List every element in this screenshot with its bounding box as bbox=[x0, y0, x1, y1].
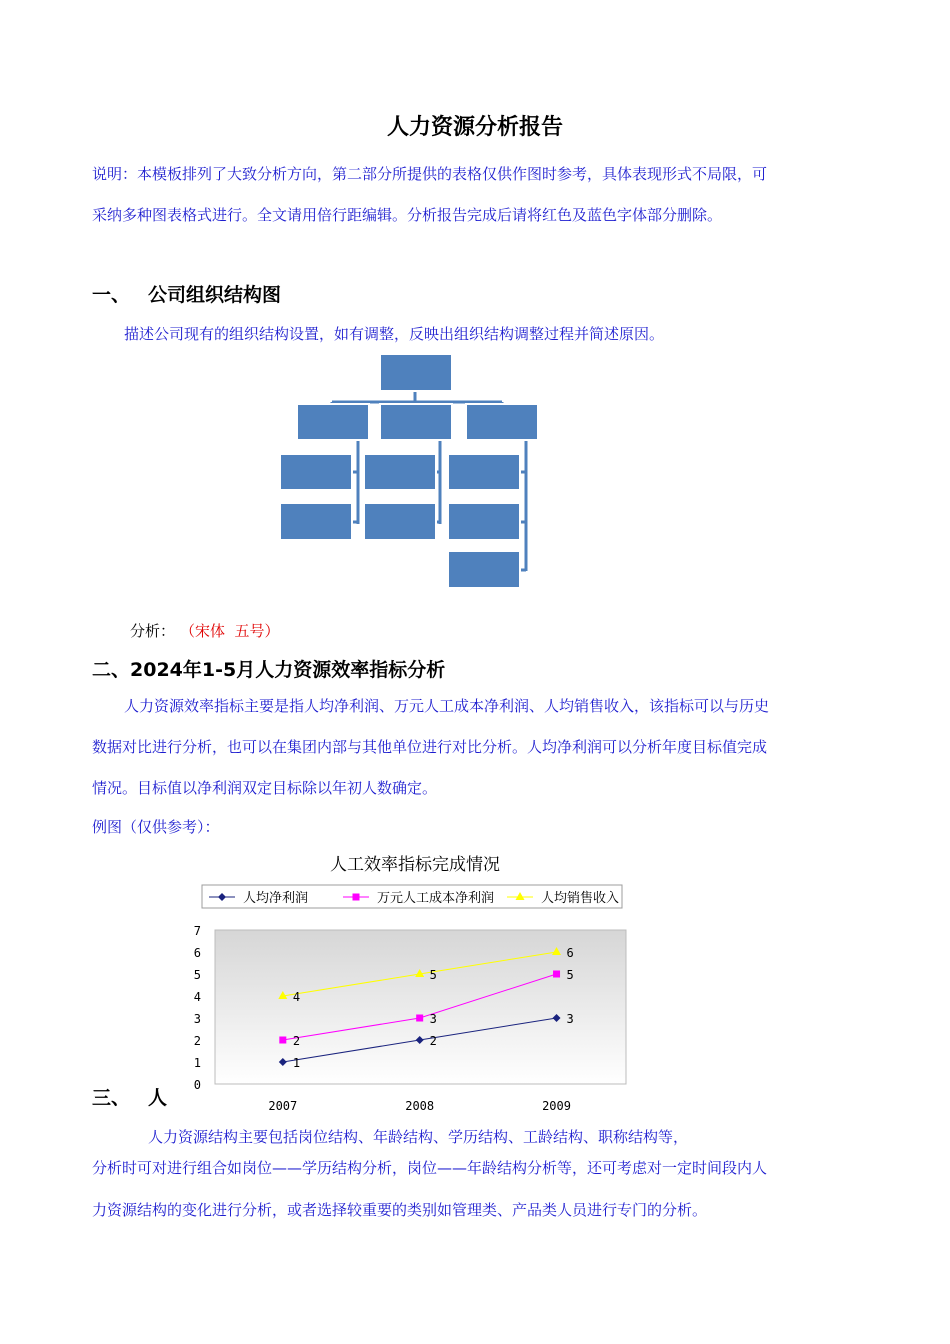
efficiency-chart bbox=[185, 848, 645, 1123]
efficiency-chart-svg bbox=[185, 848, 645, 1123]
data-label: 2 bbox=[429, 1034, 437, 1048]
section3-para-line-1: 人力资源结构主要包括岗位结构、年龄结构、学历结构、工龄结构、职称结构等， bbox=[148, 1128, 689, 1146]
section3-title: 人 bbox=[148, 1087, 168, 1109]
data-label: 5 bbox=[429, 968, 437, 982]
y-tick-label: 4 bbox=[193, 990, 201, 1004]
data-label: 5 bbox=[566, 968, 574, 982]
example-label: 例图（仅供参考）： bbox=[92, 818, 220, 836]
section1-desc: 描述公司现有的组织结构设置，如有调整，反映出组织结构调整过程并简述原因。 bbox=[124, 325, 665, 343]
data-label: 6 bbox=[566, 946, 574, 960]
org-box-level2-1 bbox=[297, 404, 369, 440]
y-tick-label: 3 bbox=[193, 1012, 201, 1026]
org-box-level2-2 bbox=[380, 404, 452, 440]
data-label: 2 bbox=[292, 1034, 301, 1048]
section1-title: 公司组织结构图 bbox=[148, 284, 282, 306]
y-tick-label: 5 bbox=[193, 968, 201, 982]
section2-heading: 二、2024年1-5月人力资源效率指标分析 bbox=[92, 659, 446, 681]
x-tick-label: 2009 bbox=[542, 1099, 571, 1113]
y-tick-label: 1 bbox=[193, 1056, 201, 1070]
section3-number: 三、 bbox=[92, 1087, 131, 1109]
org-box-level3-2a bbox=[364, 454, 436, 490]
data-label: 1 bbox=[292, 1056, 301, 1070]
org-box-level3-2b bbox=[364, 503, 436, 540]
page-title: 人力资源分析报告 bbox=[386, 115, 563, 140]
x-tick-label: 2008 bbox=[405, 1099, 435, 1113]
org-box-top bbox=[380, 354, 452, 391]
legend-label: 人均净利润 bbox=[243, 891, 309, 906]
org-box-level3-3b bbox=[448, 503, 520, 540]
analysis-label: 分析： bbox=[130, 622, 176, 640]
data-point bbox=[416, 1015, 423, 1022]
section2-para-line-2: 数据对比进行分析，也可以在集团内部与其他单位进行对比分析。人均净利润可以分析年度目标值完成 bbox=[92, 738, 768, 756]
org-chart bbox=[270, 346, 550, 596]
data-label: 3 bbox=[566, 1012, 574, 1026]
section3-para-line-3: 力资源结构的变化进行分析，或者选择较重要的类别如管理类、产品类人员进行专门的分析。 bbox=[92, 1201, 708, 1219]
org-chart-svg bbox=[270, 346, 550, 596]
y-tick-label: 7 bbox=[193, 924, 201, 938]
y-tick-label: 0 bbox=[193, 1078, 201, 1092]
org-box-level3-3a bbox=[448, 454, 520, 490]
chart-title: 人工效率指标完成情况 bbox=[330, 855, 500, 875]
org-box-level3-3c bbox=[448, 551, 520, 588]
y-tick-label: 2 bbox=[193, 1034, 201, 1048]
y-tick-label: 6 bbox=[193, 946, 201, 960]
section3-para-line-2: 分析时可对进行组合如岗位——学历结构分析，岗位——年龄结构分析等，还可考虑对一定时间段内人 bbox=[92, 1159, 768, 1177]
chart-plot-area bbox=[215, 930, 626, 1084]
section2-para-line-3: 情况。目标值以净利润双定目标除以年初人数确定。 bbox=[92, 779, 438, 797]
data-point bbox=[279, 1037, 286, 1044]
section2-para-line-1: 人力资源效率指标主要是指人均净利润、万元人工成本净利润、人均销售收入，该指标可以与历史 bbox=[124, 697, 770, 715]
analysis-note: （宋体 五号） bbox=[180, 622, 280, 640]
intro-line-2: 采纳多种图表格式进行。全文请用倍行距编辑。分析报告完成后请将红色及蓝色字体部分删除。 bbox=[92, 206, 723, 224]
org-box-level3-1a bbox=[280, 454, 352, 490]
intro-line-1: 说明：本模板排列了大致分析方向，第二部分所提供的表格仅供作图时参考，具体表现形式不局限，可 bbox=[92, 165, 768, 183]
legend-marker bbox=[353, 894, 360, 901]
data-point bbox=[553, 971, 560, 978]
data-label: 4 bbox=[292, 990, 301, 1004]
x-tick-label: 2007 bbox=[268, 1099, 298, 1113]
org-box-level3-1b bbox=[280, 503, 352, 540]
section1-number: 一、 bbox=[92, 284, 131, 306]
data-label: 3 bbox=[429, 1012, 437, 1026]
org-box-level2-3 bbox=[466, 404, 538, 440]
legend-label: 人均销售收入 bbox=[541, 891, 620, 906]
legend-label: 万元人工成本净利润 bbox=[377, 891, 495, 906]
